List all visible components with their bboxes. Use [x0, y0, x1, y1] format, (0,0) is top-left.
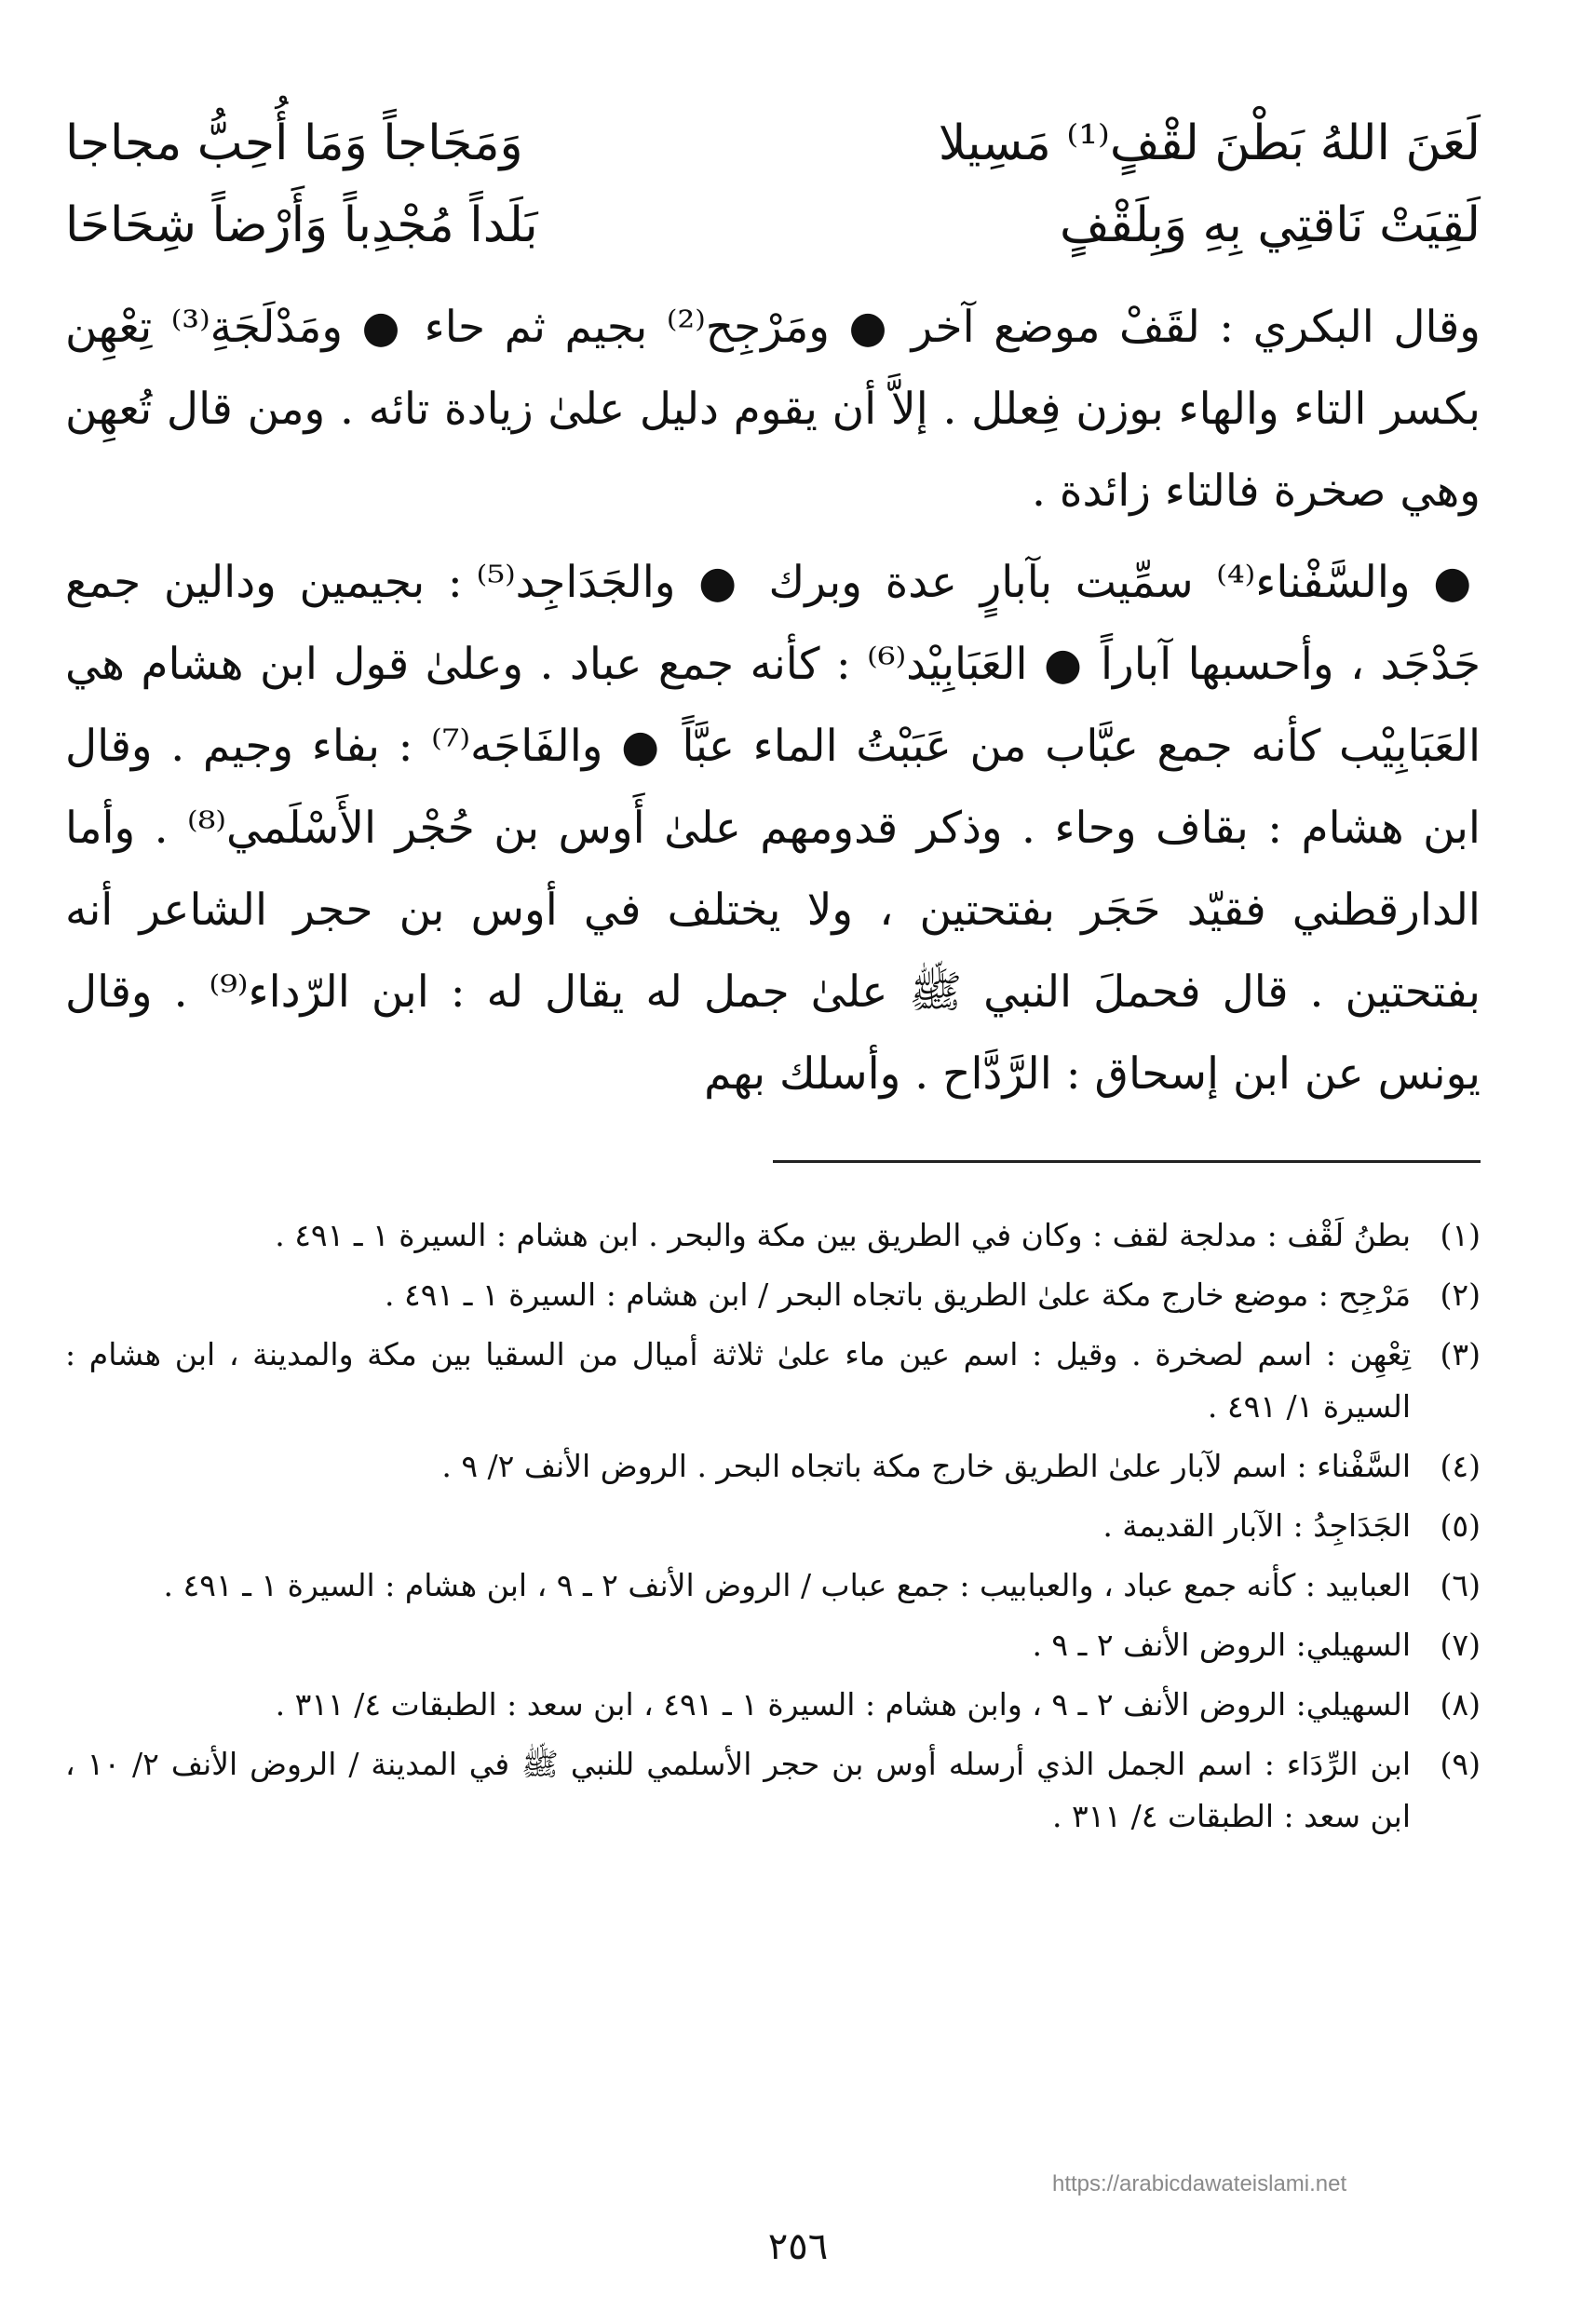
footnote-text: السهيلي: الروض الأنف ٢ ـ ٩ ، وابن هشام : السيرة ١ ـ ٤٩١ ، ابن سعد : الطبقات ٤/ ٣١١ .: [275, 1686, 1411, 1723]
footnote: [65, 1209, 1481, 1262]
footnote-text: مَرْجِح : موضع خارج مكة علىٰ الطريق باتجاه البحر / ابن هشام : السيرة ١ ـ ٤٩١ .: [385, 1277, 1411, 1313]
poem: [65, 102, 1481, 266]
footnote-number: (٢): [1440, 1277, 1481, 1313]
footnote-number: (٧): [1440, 1627, 1481, 1663]
footnote: [65, 1560, 1481, 1612]
footnote-number: (٣): [1440, 1336, 1481, 1372]
footnote: [65, 1679, 1481, 1731]
verse-left-hemistich: وَمَجَاجاً وَمَا أُحِبُّ مجاجا: [65, 115, 523, 171]
main-text: [65, 287, 1481, 1115]
poem-verse: [65, 102, 1481, 184]
footnote: [65, 1440, 1481, 1493]
footnote-text: تِعْهِن : اسم لصخرة . وقيل : اسم عين ماء علىٰ ثلاثة أميال من السقيا بين مكة والمدينة ، ابن هشام : السيرة ١/ ٤٩١ .: [65, 1336, 1411, 1425]
footnote-divider: [773, 1160, 1481, 1163]
footnote-text: العبابيد : كأنه جمع عباد ، والعبابيب : جمع عباب / الروض الأنف ٢ ـ ٩ ، ابن هشام : السيرة ١ ـ ٤٩١ .: [163, 1567, 1411, 1603]
footnote: [65, 1500, 1481, 1552]
footnote-text: السهيلي: الروض الأنف ٢ ـ ٩ .: [1032, 1627, 1411, 1663]
poem-verse: [65, 184, 1481, 266]
footnote-text: السَّفْناء : اسم لآبار علىٰ الطريق خارج مكة باتجاه البحر . الروض الأنف ٢/ ٩ .: [441, 1448, 1411, 1484]
footnote-number: (٦): [1440, 1567, 1481, 1603]
footnote-text: بطنُ لَقْف : مدلجة لقف : وكان في الطريق بين مكة والبحر . ابن هشام : السيرة ١ ـ ٤٩١ .: [275, 1217, 1411, 1253]
verse-right-hemistich: لَعَنَ اللهُ بَطْنَ لقْفٍ⁽¹⁾ مَسِيلا: [938, 115, 1481, 171]
paragraph: وقال البكري : لقَفْ موضع آخر ● ومَرْجِح⁽²⁾ بجيم ثم حاء ● ومَدْلَجَةِ⁽³⁾ تِعْهِن بكسر التاء والهاء بوزن فِعلل . إلاَّ أن يقوم دليل علىٰ زيادة تائه . ومن قال تُعهِن وهي صخرة فالتاء زائدة .: [65, 302, 1481, 517]
verse-left-hemistich: بَلَداً مُجْدِباً وَأَرْضاً شِحَاحَا: [65, 197, 538, 253]
footnote-text: الجَدَاجِدُ : الآبار القديمة .: [1102, 1507, 1411, 1544]
footnote-number: (١): [1440, 1217, 1481, 1253]
footnote-number: (٤): [1440, 1448, 1481, 1484]
paragraph: ● والسَّفْناء⁽⁴⁾ سمِّيت بآبارٍ عدة وبرك ● والجَدَاجِد⁽⁵⁾ : بجيمين ودالين جمع جَدْجَد ، وأحسبها آباراً ● العَبَابِيْد⁽⁶⁾ : كأنه جمع عباد . وعلىٰ قول ابن هشام هي العَبَابِيْب كأنه جمع عبَّاب من عَبَبْتُ الماء عبَّاً ● والفَاجَه⁽⁷⁾ : بفاء وجيم . وقال ابن هشام : بقاف وحاء . وذكر قدومهم علىٰ أَوس بن حُجْر الأَسْلَمي⁽⁸⁾ . وأما الدارقطني فقيّد حَجَر بفتحتين ، ولا يختلف في أوس بن حجر الشاعر أنه بفتحتين . قال فحملَ النبي ﷺ علىٰ جمل له يقال له : ابن الرّداء⁽⁹⁾ . وقال يونس عن ابن إسحاق : الرَّدَّاح . وأسلك بهم: [65, 557, 1481, 1100]
footnote-text: ابن الرِّدَاء : اسم الجمل الذي أرسله أوس بن حجر الأسلمي للنبي ﷺ في المدينة / الروض الأنف ٢/ ١٠ ، ابن سعد : الطبقات ٤/ ٣١١ .: [65, 1746, 1412, 1834]
page-number: ٢٥٦: [767, 2225, 829, 2268]
verse-right-hemistich: لَقِيَتْ نَاقتِي بِهِ وَبِلَقْفٍ: [1060, 197, 1481, 253]
footnote: [65, 1738, 1481, 1843]
footnote: [65, 1619, 1481, 1671]
footnotes: [65, 1209, 1481, 1843]
footnote: [65, 1329, 1481, 1433]
footnote-number: (٨): [1440, 1686, 1481, 1723]
footnote: [65, 1269, 1481, 1321]
watermark-url: https://arabicdawateislami.net: [1052, 2171, 1347, 2196]
footnote-number: (٥): [1440, 1507, 1481, 1544]
book-page: [65, 102, 1481, 2244]
footnote-number: (٩): [1440, 1746, 1481, 1782]
